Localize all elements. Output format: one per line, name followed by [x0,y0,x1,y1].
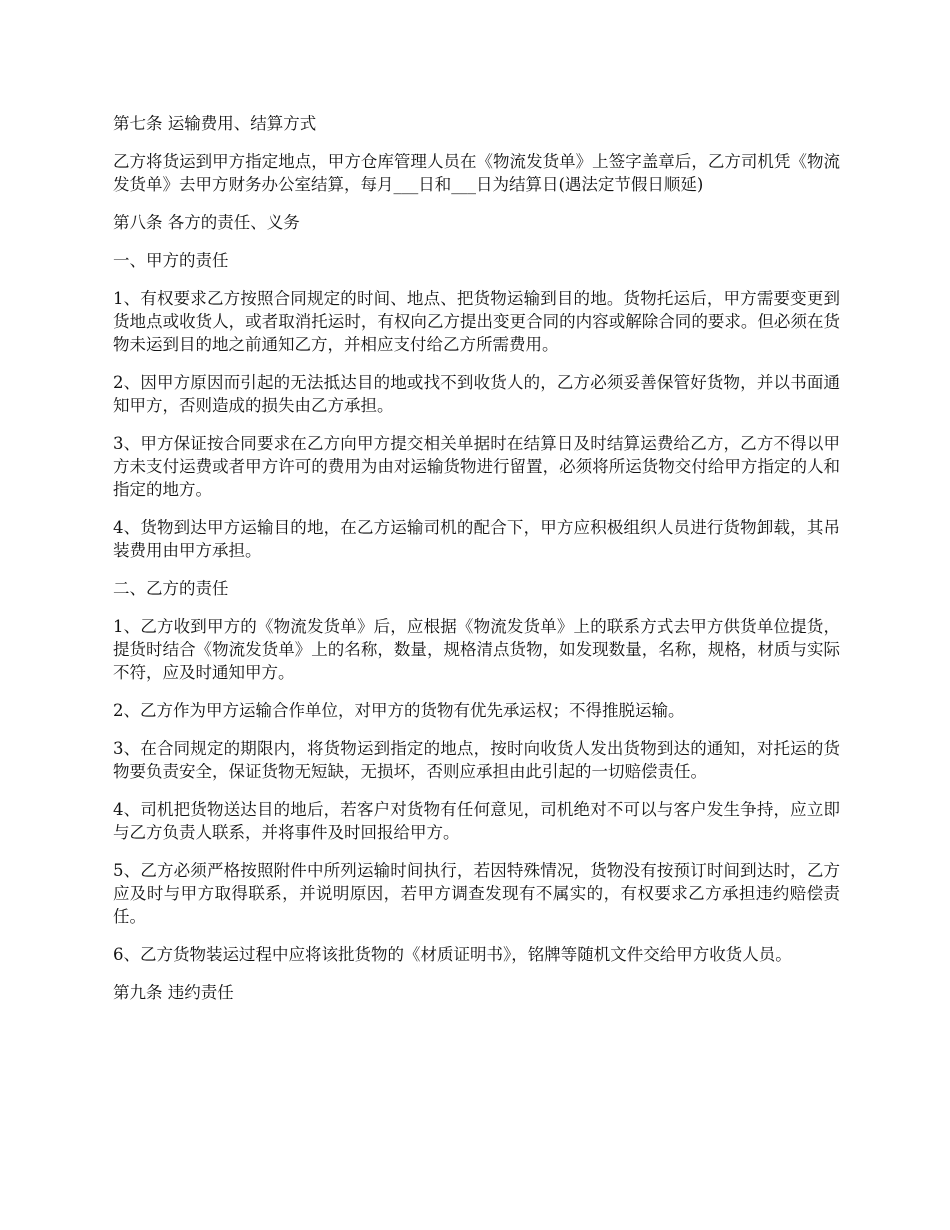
party-a-item-3: 3、甲方保证按合同要求在乙方向甲方提交相关单据时在结算日及时结算运费给乙方，乙方不得以甲方未支付运费或者甲方许可的费用为由对运输货物进行留置，必须将所运货物交付给甲方指定的人和指定的地方。 [113,434,840,499]
party-a-duties-heading: 一、甲方的责任 [113,251,229,270]
party-a-item-1: 1、有权要求乙方按照合同规定的时间、地点、把货物运输到目的地。货物托运后，甲方需要变更到货地点或收货人，或者取消托运时，有权向乙方提出变更合同的内容或解除合同的要求。但必须在货物未运到目的地之前通知乙方，并相应支付给乙方所需费用。 [113,289,840,354]
document-page [113,112,840,1019]
party-a-item-2: 2、因甲方原因而引起的无法抵达目的地或找不到收货人的，乙方必须妥善保管好货物，并以书面通知甲方，否则造成的损失由乙方承担。 [113,373,840,415]
party-a-item-4: 4、货物到达甲方运输目的地，在乙方运输司机的配合下，甲方应积极组织人员进行货物卸载，其吊装费用由甲方承担。 [113,518,840,560]
party-b-duties-heading: 二、乙方的责任 [113,579,229,598]
article-8-heading: 第八条 各方的责任、义务 [113,213,300,232]
article-7-heading: 第七条 运输费用、结算方式 [113,114,317,133]
party-b-item-3: 3、在合同规定的期限内，将货物运到指定的地点，按时向收货人发出货物到达的通知，对托运的货物要负责安全，保证货物无短缺，无损坏，否则应承担由此引起的一切赔偿责任。 [113,739,840,781]
party-b-item-4: 4、司机把货物送达目的地后，若客户对货物有任何意见，司机绝对不可以与客户发生争持，应立即与乙方负责人联系，并将事件及时回报给甲方。 [113,800,840,842]
article-7-body: 乙方将货运到甲方指定地点，甲方仓库管理人员在《物流发货单》上签字盖章后，乙方司机凭《物流发货单》去甲方财务办公室结算，每月___日和___日为结算日(遇法定节假日顺延) [113,152,840,194]
party-b-item-1: 1、乙方收到甲方的《物流发货单》后，应根据《物流发货单》上的联系方式去甲方供货单位提货，提货时结合《物流发货单》上的名称，数量，规格清点货物，如发现数量，名称，规格，材质与实际不符，应及时通知甲方。 [113,617,840,682]
party-b-item-6: 6、乙方货物装运过程中应将该批货物的《材质证明书》，铭牌等随机文件交给甲方收货人员。 [113,945,792,964]
article-9-heading: 第九条 违约责任 [113,983,234,1002]
party-b-item-5: 5、乙方必须严格按照附件中所列运输时间执行，若因特殊情况，货物没有按预订时间到达时，乙方应及时与甲方取得联系，并说明原因，若甲方调查发现有不属实的，有权要求乙方承担违约赔偿责任。 [113,861,840,926]
party-b-item-2: 2、乙方作为甲方运输合作单位，对甲方的货物有优先承运权；不得推脱运输。 [113,701,685,720]
